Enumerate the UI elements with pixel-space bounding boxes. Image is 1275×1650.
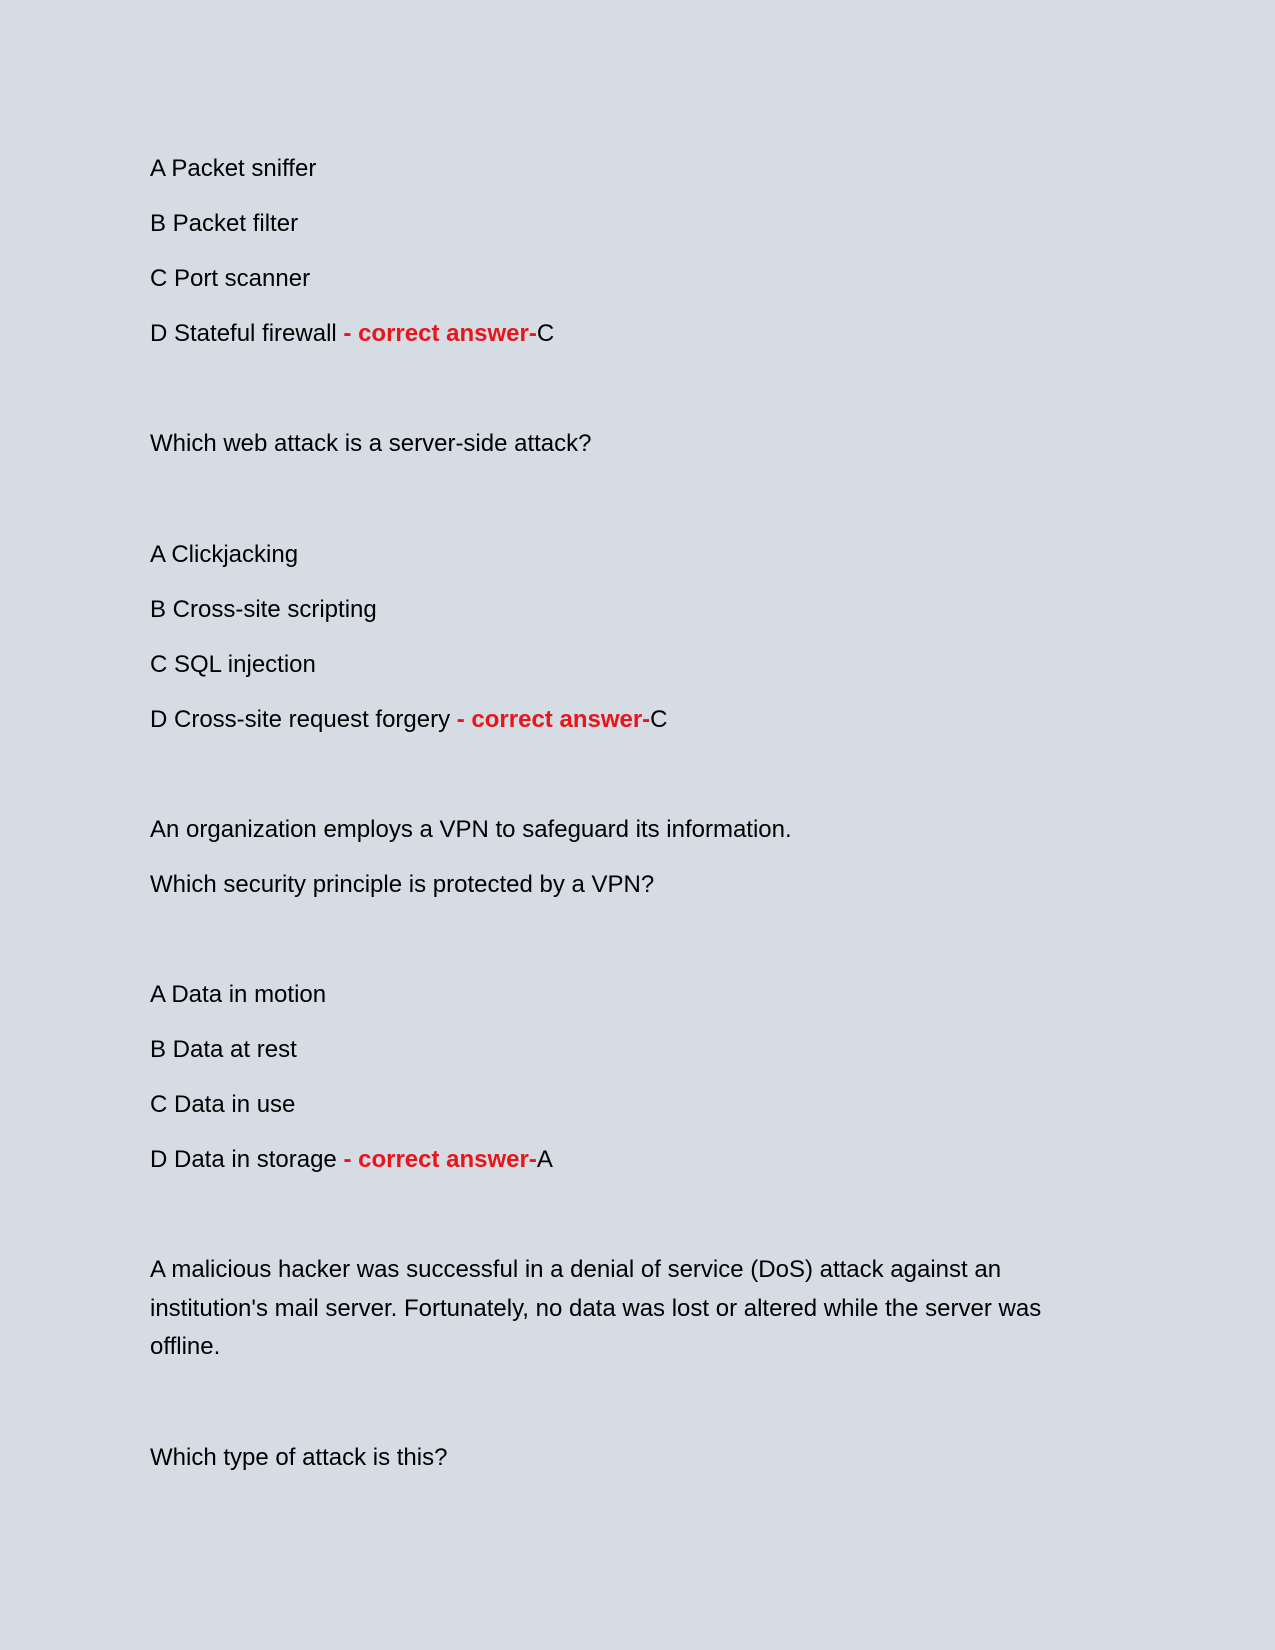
correct-answer-marker: - correct answer- (456, 706, 651, 733)
q-web-question: Which web attack is a server-side attack? (150, 430, 592, 457)
correct-answer-marker: - correct answer- (343, 320, 537, 347)
q-vpn-context: An organization employs a VPN to safeguard its information. (150, 816, 792, 843)
q-web-option-b: B Cross-site scripting (150, 596, 377, 623)
correct-answer-marker: - correct answer- (343, 1146, 537, 1173)
q-web-option-d: D Cross-site request forgery (150, 706, 457, 733)
q-web-answer: C (650, 706, 668, 733)
q-prev-answer: C (536, 320, 555, 347)
q-web-option-c: C SQL injection (150, 651, 316, 678)
q-prev-option-d: D Stateful firewall (150, 320, 344, 347)
q-vpn-option-c: C Data in use (150, 1091, 296, 1118)
q-prev-option-d-row (150, 315, 554, 353)
q-prev-option-a: A Packet sniffer (150, 155, 317, 182)
q-vpn-option-a: A Data in motion (150, 981, 327, 1008)
q-dos-question: Which type of attack is this? (150, 1444, 448, 1471)
q-prev-option-c: C Port scanner (150, 265, 311, 292)
q-vpn-question: Which security principle is protected by a VPN? (150, 871, 655, 898)
q-web-option-a: A Clickjacking (150, 541, 299, 568)
q-vpn-answer: A (536, 1146, 553, 1173)
q-vpn-option-b: B Data at rest (150, 1036, 297, 1063)
q-vpn-option-d-row (150, 1141, 553, 1179)
q-prev-option-b: B Packet filter (150, 210, 299, 237)
q-dos-context: A malicious hacker was successful in a denial of service (DoS) attack against an institution's mail server. Fortunately, no data was lost or altered while the server was offline. (150, 1256, 1042, 1360)
q-web-option-d-row (150, 701, 668, 739)
q-vpn-option-d: D Data in storage (150, 1146, 344, 1173)
